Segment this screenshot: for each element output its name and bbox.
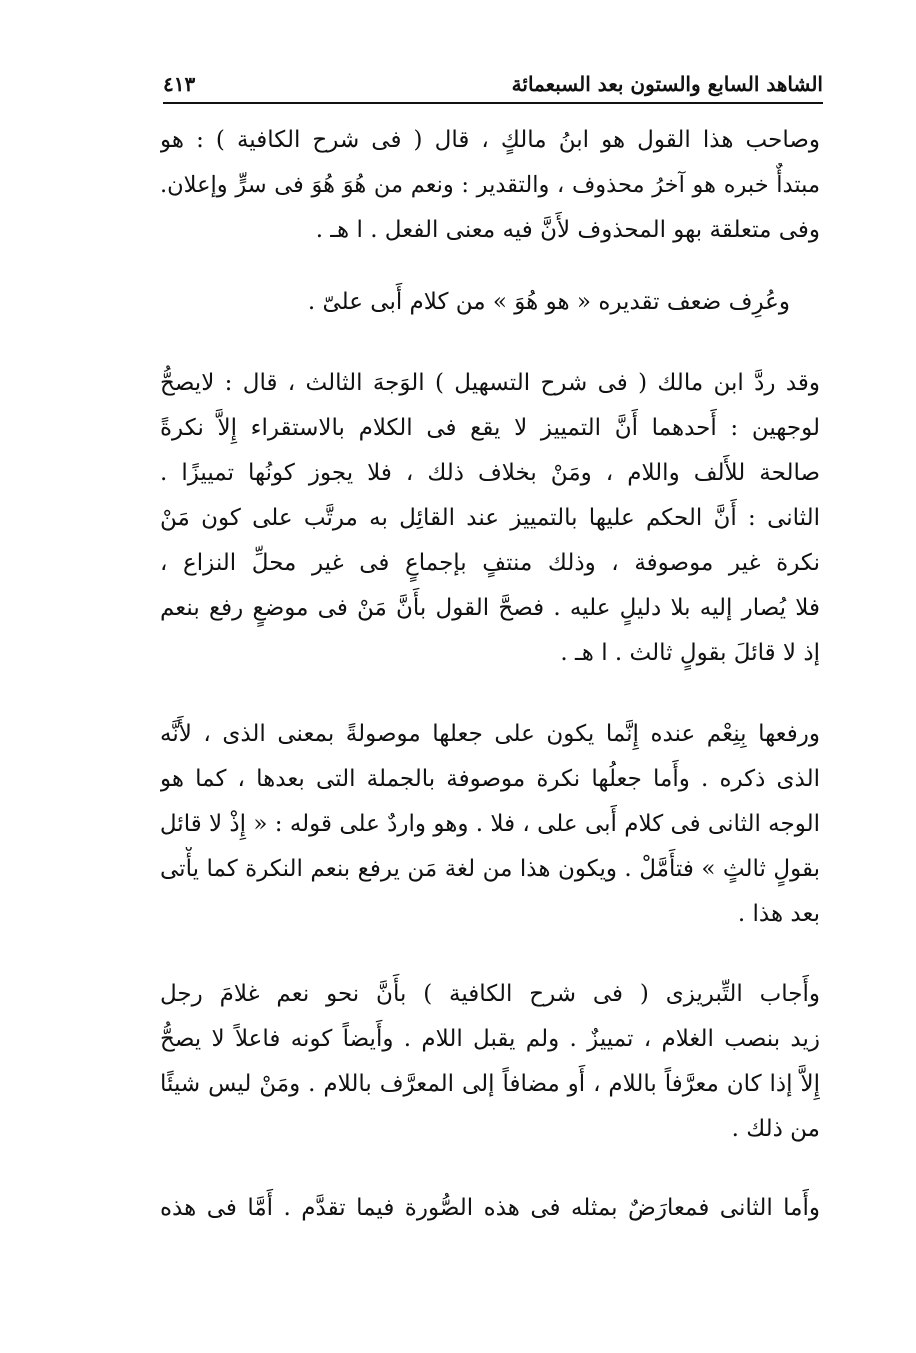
text-line: لوجهين : أَحدهما أَنَّ التمييز لا يقع فى الكلام بالاستقراء إِلاَّ نكرةً	[160, 415, 820, 441]
paragraph-4	[160, 712, 820, 937]
text-line: الذى ذكره . وأَما جعلُها نكرة موصوفة بالجملة التى بعدها ، كما هو	[160, 766, 820, 792]
paragraph-gap	[160, 1152, 820, 1186]
text-line: الوجه الثانى فى كلام أَبى على ، فلا . وهو واردٌ على قوله : « إِذْ لا قائل	[160, 811, 820, 837]
text-line: زيد بنصب الغلام ، تمييزٌ . ولم يقبل اللام . وأَيضاً كونه فاعلاً لا يصحُّ	[160, 1026, 820, 1052]
paragraph-6	[160, 1186, 820, 1231]
text-line: من ذلك .	[731, 1116, 820, 1142]
page-number: ٤١٣	[163, 72, 196, 96]
paragraph-2	[160, 280, 820, 325]
text-line: ورفعها بِنِعْم عنده إِنَّما يكون على جعلها موصولةً بمعنى الذى ، لأَنَّه	[160, 721, 820, 747]
text-line: وصاحب هذا القول هو ابنُ مالكٍ ، قال ( فى شرح الكافية ) : هو	[160, 127, 820, 153]
text-line: إِلاَّ إذا كان معرَّفاً باللام ، أَو مضافاً إلى المعرَّف باللام . ومَنْ ليس شيئًا	[160, 1071, 820, 1097]
text-line: وقد ردَّ ابن مالك ( فى شرح التسهيل ) الوَجهَ الثالث ، قال : لايصحُّ	[160, 370, 820, 396]
text-line: وأَجاب التِّبريزى ( فى شرح الكافية ) بأَنَّ نحو نعم غلامَ رجل	[160, 981, 820, 1007]
text-line: وأَما الثانى فمعارَضٌ بمثله فى هذه الصُّورة فيما تقدَّم . أَمَّا فى هذه	[160, 1195, 820, 1221]
text-line: إذ لا قائلَ بقولٍ ثالث . ا هـ .	[560, 640, 820, 666]
paragraph-gap	[160, 676, 820, 712]
paragraph-gap	[160, 325, 820, 361]
text-line: بعد هذا .	[737, 901, 820, 927]
paragraph-3	[160, 361, 820, 676]
text-line: وعُرِف ضعف تقديره « هو هُوَ » من كلام أَبى علىّ .	[307, 289, 790, 315]
text-line: الثانى : أَنَّ الحكم عليها بالتمييز عند القائِل به مرتَّب على كون مَنْ	[160, 505, 820, 531]
paragraph-5	[160, 972, 820, 1152]
running-header	[163, 66, 823, 104]
running-title: الشاهد السابع والستون بعد السبعمائة	[511, 72, 823, 96]
text-line: فلا يُصار إليه بلا دليلٍ عليه . فصحَّ القول بأَنَّ مَنْ فى موضعٍ رفع بنعم	[160, 595, 820, 621]
paragraph-gap	[160, 937, 820, 972]
paragraph-gap	[160, 253, 820, 280]
text-line: وفى متعلقة بهو المحذوف لأَنَّ فيه معنى الفعل . ا هـ .	[315, 217, 820, 243]
text-line: صالحة للأَلف واللام ، ومَنْ بخلاف ذلك ، فلا يجوز كونُها تمييزًا .	[160, 460, 820, 486]
paragraph-1	[160, 118, 820, 253]
text-line: مبتدأٌ خبره هو آخرُ محذوف ، والتقدير : ونعم من هُوَ هُوَ فى سرٍّ وإعلان.	[160, 172, 820, 198]
text-line: بقولٍ ثالثٍ » فتأَمَّلْ . ويكون هذا من لغة مَن يرفع بنعم النكرة كما يأْتى	[160, 856, 820, 882]
body-text	[160, 118, 820, 1231]
text-line: نكرة غير موصوفة ، وذلك منتفٍ بإجماعٍ فى غير محلِّ النزاع ،	[160, 550, 820, 576]
